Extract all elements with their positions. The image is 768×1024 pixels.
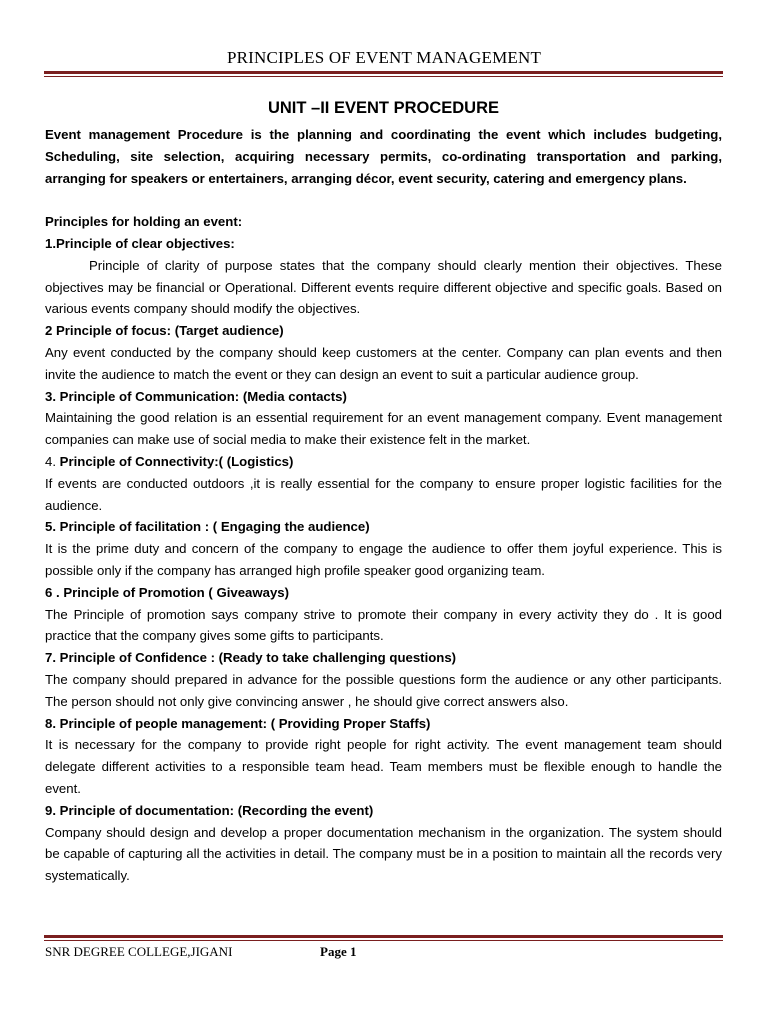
intro-paragraph: Event management Procedure is the planning and coordinating the event which includes budgeting, Scheduling, site selection, acquiring necessary permits, co-ordinating transportation and parking, arranging for speakers or entertainers, arranging décor, event security, catering and emergency plans.	[45, 127, 722, 186]
principle-heading-4	[45, 451, 722, 473]
principle-text-6: The Principle of promotion says company strive to promote their company in every activity they do . It is good practice that the company gives some gifts to participants.	[45, 606, 722, 644]
principle-text-8: It is necessary for the company to provide right people for right activity. The event management team should delegate different activities to a responsible team head. Team members must be flexible enough to handle the event.	[45, 737, 722, 796]
principle-text-5: It is the prime duty and concern of the company to engage the audience to offer them joyful experience. This is possible only if the company has arranged high profile speaker good organizing team.	[45, 541, 722, 578]
footer-college: SNR DEGREE COLLEGE,JIGANI	[45, 944, 233, 959]
footer-divider	[44, 935, 723, 941]
principle-text-7: The company should prepared in advance for the possible questions form the audience or any other participants. The person should not only give convincing answer , he should give correct answers also.	[45, 671, 722, 709]
principle-heading-1: 1.Principle of clear objectives:	[45, 235, 235, 251]
principle-text-3: Maintaining the good relation is an essential requirement for an event management company. Event management companies can make use of social media to make their existence felt in the market.	[45, 410, 722, 448]
principle-heading-8: 8. Principle of people management: ( Providing Proper Staffs)	[45, 715, 431, 731]
header-divider	[44, 71, 723, 77]
principle-heading-7: 7. Principle of Confidence : (Ready to take challenging questions)	[45, 650, 457, 666]
page-header-title: PRINCIPLES OF EVENT MANAGEMENT	[226, 48, 542, 67]
principle-text-2: Any event conducted by the company should keep customers at the center. Company can plan events and then invite the audience to match the event or they can design an event to suit a particular audience group.	[45, 344, 722, 382]
principle-heading-2: 2 Principle of focus: (Target audience)	[45, 323, 284, 339]
principle-heading-6: 6 . Principle of Promotion ( Giveaways)	[45, 584, 290, 600]
principle-text-4: If events are conducted outdoors ,it is really essential for the company to ensure proper logistic facilities for the audience.	[45, 475, 722, 513]
principle-number-4: 4.	[45, 453, 60, 469]
page-number: Page 1	[320, 944, 357, 959]
principle-text-9: Company should design and develop a proper documentation mechanism in the organization. The system should be capable of capturing all the activities in detail. The company must be in a position to maintain all the records very systematically.	[45, 824, 722, 884]
unit-title: UNIT –II EVENT PROCEDURE	[267, 99, 500, 117]
principle-heading-9: 9. Principle of documentation: (Recording the event)	[45, 802, 374, 818]
principle-text-1: Principle of clarity of purpose states that the company should clearly mention their objectives. These objectives may be financial or Operational. Different events require different objective and specific goals. Based on various events company should modify the objectives.	[45, 257, 722, 317]
document-body	[45, 96, 722, 887]
principles-heading: Principles for holding an event:	[45, 214, 243, 230]
principle-heading-4-label: Principle of Connectivity:( (Logistics)	[59, 453, 294, 469]
principle-heading-3: 3. Principle of Communication: (Media contacts)	[45, 388, 347, 404]
principle-heading-5: 5. Principle of facilitation : ( Engaging the audience)	[45, 519, 370, 535]
